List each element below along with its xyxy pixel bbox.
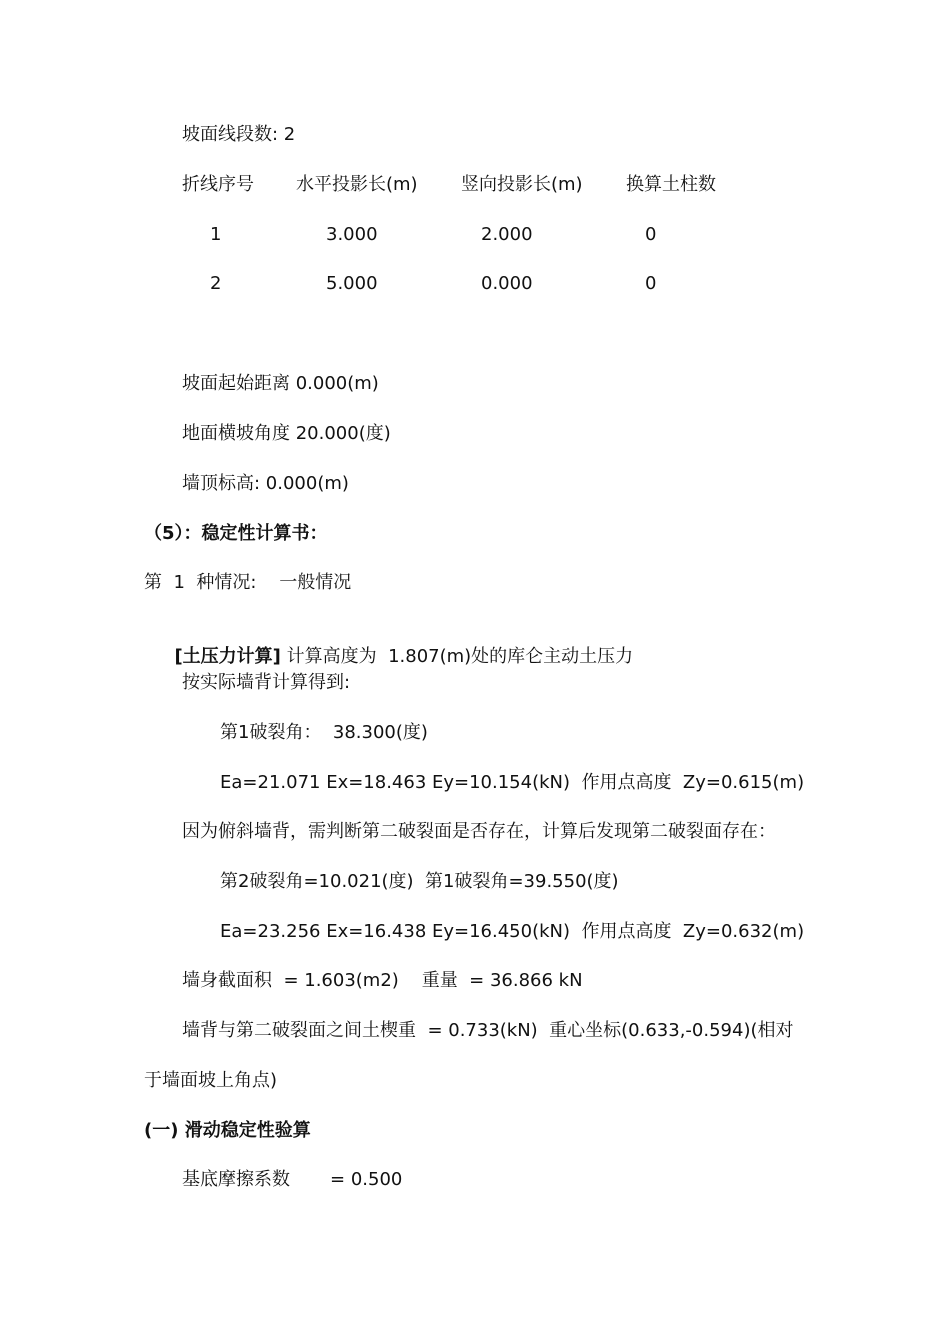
table-row-1-vertical: 2.000 bbox=[481, 224, 533, 245]
table-row-1-horizontal: 3.000 bbox=[326, 224, 378, 245]
base-friction-coefficient: 基底摩擦系数 = 0.500 bbox=[182, 1169, 403, 1190]
sliding-stability-title: (一) 滑动稳定性验算 bbox=[144, 1120, 311, 1141]
table-header-index: 折线序号 bbox=[182, 174, 254, 195]
earth-pressure-tag: [土压力计算] bbox=[174, 646, 281, 667]
table-header-horizontal: 水平投影长(m) bbox=[296, 174, 418, 195]
table-header-vertical: 竖向投影长(m) bbox=[461, 174, 583, 195]
slope-segments-count: 坡面线段数: 2 bbox=[182, 124, 296, 145]
earth-pressure-result-1: Ea=21.071 Ex=18.463 Ey=10.154(kN) 作用点高度 Zy=0.615(m) bbox=[220, 772, 805, 793]
table-header-soil-columns: 换算土柱数 bbox=[626, 174, 716, 195]
by-actual-back: 按实际墙背计算得到: bbox=[182, 672, 351, 693]
wall-top-elevation: 墙顶标高: 0.000(m) bbox=[182, 473, 349, 494]
earth-pressure-line bbox=[163, 621, 633, 669]
table-row-2-soil-columns: 0 bbox=[645, 273, 657, 294]
table-row-2-vertical: 0.000 bbox=[481, 273, 533, 294]
inclined-back-note: 因为俯斜墙背，需判断第二破裂面是否存在，计算后发现第二破裂面存在： bbox=[182, 821, 776, 842]
soil-wedge-line-1: 墙背与第二破裂面之间土楔重 = 0.733(kN) 重心坐标(0.633,-0.594)(相对 bbox=[182, 1020, 794, 1041]
earth-pressure-result-2: Ea=23.256 Ex=16.438 Ey=16.450(kN) 作用点高度 Zy=0.632(m) bbox=[220, 921, 805, 942]
section-title: （5）：稳定性计算书： bbox=[144, 523, 328, 544]
first-rupture-angle: 第1破裂角： 38.300(度) bbox=[220, 722, 428, 743]
table-row-1-soil-columns: 0 bbox=[645, 224, 657, 245]
slope-start-distance: 坡面起始距离 0.000(m) bbox=[182, 373, 379, 394]
table-row-1-index: 1 bbox=[210, 224, 222, 245]
table-row-2-index: 2 bbox=[210, 273, 222, 294]
cross-slope-angle: 地面横坡角度 20.000(度) bbox=[182, 423, 391, 444]
second-rupture-angles: 第2破裂角=10.021(度) 第1破裂角=39.550(度) bbox=[220, 871, 619, 892]
wall-section-area: 墙身截面积 = 1.603(m2) 重量 = 36.866 kN bbox=[182, 970, 583, 991]
earth-pressure-text: 计算高度为 1.807(m)处的库仑主动土压力 bbox=[280, 646, 634, 667]
soil-wedge-line-2: 于墙面坡上角点) bbox=[144, 1070, 278, 1091]
case-title: 第 1 种情况: 一般情况 bbox=[144, 572, 352, 593]
table-row-2-horizontal: 5.000 bbox=[326, 273, 378, 294]
